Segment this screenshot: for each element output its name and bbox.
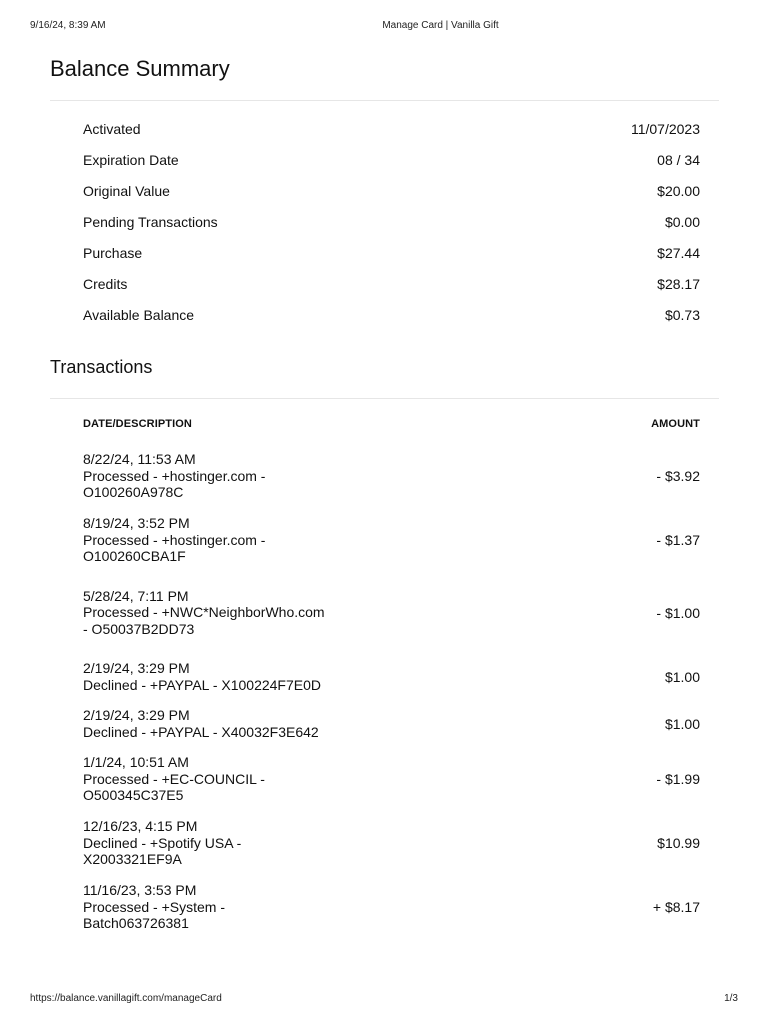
transaction-date: 1/1/24, 10:51 AM <box>83 754 189 771</box>
transaction-description-cell <box>83 882 333 932</box>
transaction-row <box>83 875 700 939</box>
print-header <box>0 20 768 34</box>
transactions-title: Transactions <box>50 357 153 377</box>
transaction-amount: $1.00 <box>664 668 700 685</box>
summary-row-expiration-date <box>83 149 700 180</box>
transaction-date: 8/22/24, 11:53 AM <box>83 451 196 468</box>
transaction-description: Processed - +hostinger.com - O100260CBA1F <box>83 531 266 565</box>
transaction-description: Processed - +EC-COUNCIL - O500345C37E5 <box>83 770 265 804</box>
summary-value: $0.73 <box>664 307 700 323</box>
transaction-row <box>83 747 700 811</box>
transaction-description: Processed - +hostinger.com - O100260A978C <box>83 467 266 501</box>
print-page-number: 1/3 <box>724 993 738 1004</box>
summary-value: 08 / 34 <box>657 152 700 168</box>
print-url: https://balance.vanillagift.com/manageCard <box>30 993 222 1004</box>
balance-summary-list <box>83 118 700 335</box>
transaction-description-cell <box>83 515 333 565</box>
divider <box>50 398 719 399</box>
transaction-amount: - $1.99 <box>656 770 700 787</box>
divider <box>50 100 719 101</box>
transaction-amount: - $1.37 <box>656 531 700 548</box>
transaction-description-cell <box>83 754 333 804</box>
transaction-date: 12/16/23, 4:15 PM <box>83 818 198 835</box>
transaction-date: 8/19/24, 3:52 PM <box>83 515 190 532</box>
summary-row-original-value <box>83 180 700 211</box>
print-footer <box>0 993 768 1007</box>
summary-value: 11/07/2023 <box>630 121 700 137</box>
transaction-description: Declined - +Spotify USA - X2003321EF9A <box>83 834 242 868</box>
summary-row-purchase <box>83 242 700 273</box>
summary-label: Available Balance <box>83 307 195 323</box>
transaction-description: Processed - +System - Batch063726381 <box>83 898 225 932</box>
summary-label: Expiration Date <box>83 152 179 168</box>
transaction-row <box>83 572 700 653</box>
summary-row-activated <box>83 118 700 149</box>
balance-summary-title: Balance Summary <box>50 56 230 81</box>
transaction-description-cell <box>83 818 333 868</box>
print-datetime: 9/16/24, 8:39 AM <box>30 20 106 31</box>
column-header-amount: AMOUNT <box>651 418 700 430</box>
transactions-list <box>83 444 700 939</box>
summary-value: $27.44 <box>657 245 700 261</box>
summary-label: Pending Transactions <box>83 214 218 230</box>
transaction-date: 2/19/24, 3:29 PM <box>83 660 190 676</box>
transactions-table-header <box>83 418 700 432</box>
transaction-row <box>83 508 700 572</box>
transaction-description-cell <box>83 707 333 740</box>
transaction-description-cell <box>83 451 333 501</box>
print-page-title: Manage Card | Vanilla Gift <box>382 20 499 31</box>
transaction-description-cell <box>83 588 333 638</box>
summary-label: Purchase <box>83 245 143 261</box>
transaction-description: Processed - +NWC*NeighborWho.com - O50037B2DD73 <box>83 604 325 637</box>
transaction-amount: - $1.00 <box>656 604 700 621</box>
transaction-date: 2/19/24, 3:29 PM <box>83 707 190 723</box>
summary-label: Activated <box>83 121 141 137</box>
transaction-row <box>83 653 700 700</box>
transaction-row <box>83 811 700 875</box>
summary-value: $0.00 <box>664 214 700 230</box>
transaction-amount: + $8.17 <box>652 898 700 915</box>
transaction-description-cell <box>83 660 333 693</box>
summary-row-pending-transactions <box>83 211 700 242</box>
summary-label: Original Value <box>83 183 170 199</box>
transaction-amount: $10.99 <box>657 834 700 851</box>
transaction-description: Declined - +PAYPAL - X40032F3E642 <box>83 723 319 740</box>
transaction-date: 11/16/23, 3:53 PM <box>83 882 197 899</box>
transaction-amount: - $3.92 <box>656 467 700 484</box>
transaction-date: 5/28/24, 7:11 PM <box>83 587 189 604</box>
transaction-row <box>83 700 700 747</box>
summary-row-available-balance <box>83 304 700 335</box>
transaction-amount: $1.00 <box>664 715 700 732</box>
transaction-row <box>83 444 700 508</box>
summary-label: Credits <box>83 276 128 292</box>
summary-row-credits <box>83 273 700 304</box>
summary-value: $20.00 <box>657 183 700 199</box>
transaction-description: Declined - +PAYPAL - X100224F7E0D <box>83 676 321 693</box>
column-header-description: DATE/DESCRIPTION <box>83 418 192 430</box>
summary-value: $28.17 <box>657 276 700 292</box>
